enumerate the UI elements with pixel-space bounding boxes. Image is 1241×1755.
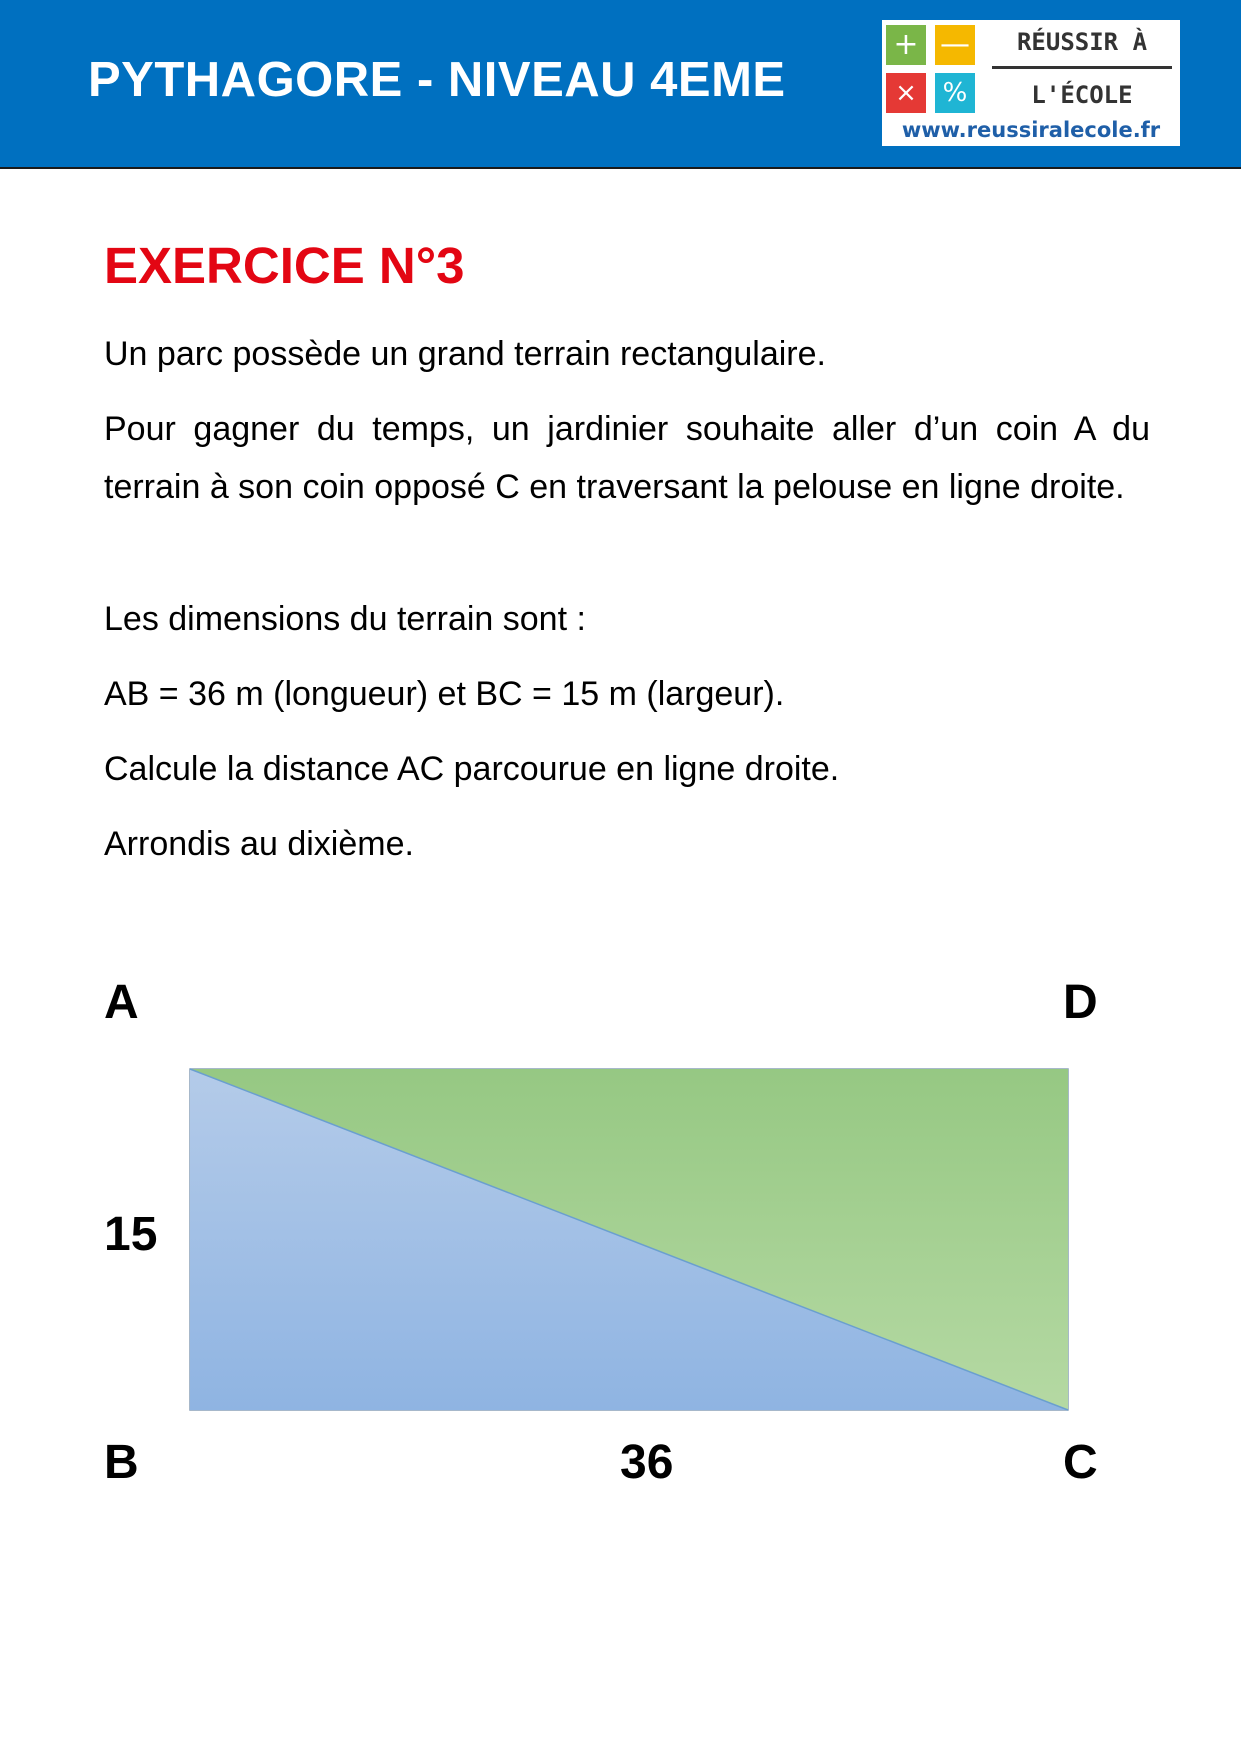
logo-text-line2: L'ÉCOLE xyxy=(1031,81,1133,109)
page-title: PYTHAGORE - NIVEAU 4EME xyxy=(88,53,786,107)
point-label-b: B xyxy=(104,1436,139,1480)
minus-icon: — xyxy=(935,25,975,65)
exercise-paragraph-5: Calcule la distance AC parcourue en ligne droite. xyxy=(104,750,840,788)
side-label-length: 36 xyxy=(620,1436,674,1480)
exercise-title: EXERCICE N°3 xyxy=(104,237,465,294)
side-label-width: 15 xyxy=(104,1208,158,1261)
logo-text-line1: RÉUSSIR À xyxy=(1016,28,1148,56)
logo-url: www.reussiralecole.fr xyxy=(901,118,1161,142)
divide-icon: % xyxy=(935,73,975,113)
rectangle-diagram xyxy=(0,960,1241,1480)
point-label-a: A xyxy=(104,976,139,1029)
exercise-paragraph-1: Un parc possède un grand terrain rectangulaire. xyxy=(104,335,826,373)
times-icon: × xyxy=(886,73,926,113)
page-header xyxy=(0,0,1241,169)
exercise-paragraph-4: AB = 36 m (longueur) et BC = 15 m (largeur). xyxy=(104,675,785,713)
exercise-paragraph-3: Les dimensions du terrain sont : xyxy=(104,600,586,638)
point-label-c: C xyxy=(1063,1436,1098,1480)
point-label-d: D xyxy=(1063,976,1098,1029)
exercise-paragraph-2: Pour gagner du temps, un jardinier souhaite aller d’un coin A du terrain à son coin opposé C en traversant la pelouse en ligne droite. xyxy=(104,410,1150,506)
logo-divider xyxy=(992,66,1172,69)
site-logo xyxy=(882,20,1180,146)
exercise-paragraph-6: Arrondis au dixième. xyxy=(104,825,414,863)
plus-icon: + xyxy=(886,25,926,65)
